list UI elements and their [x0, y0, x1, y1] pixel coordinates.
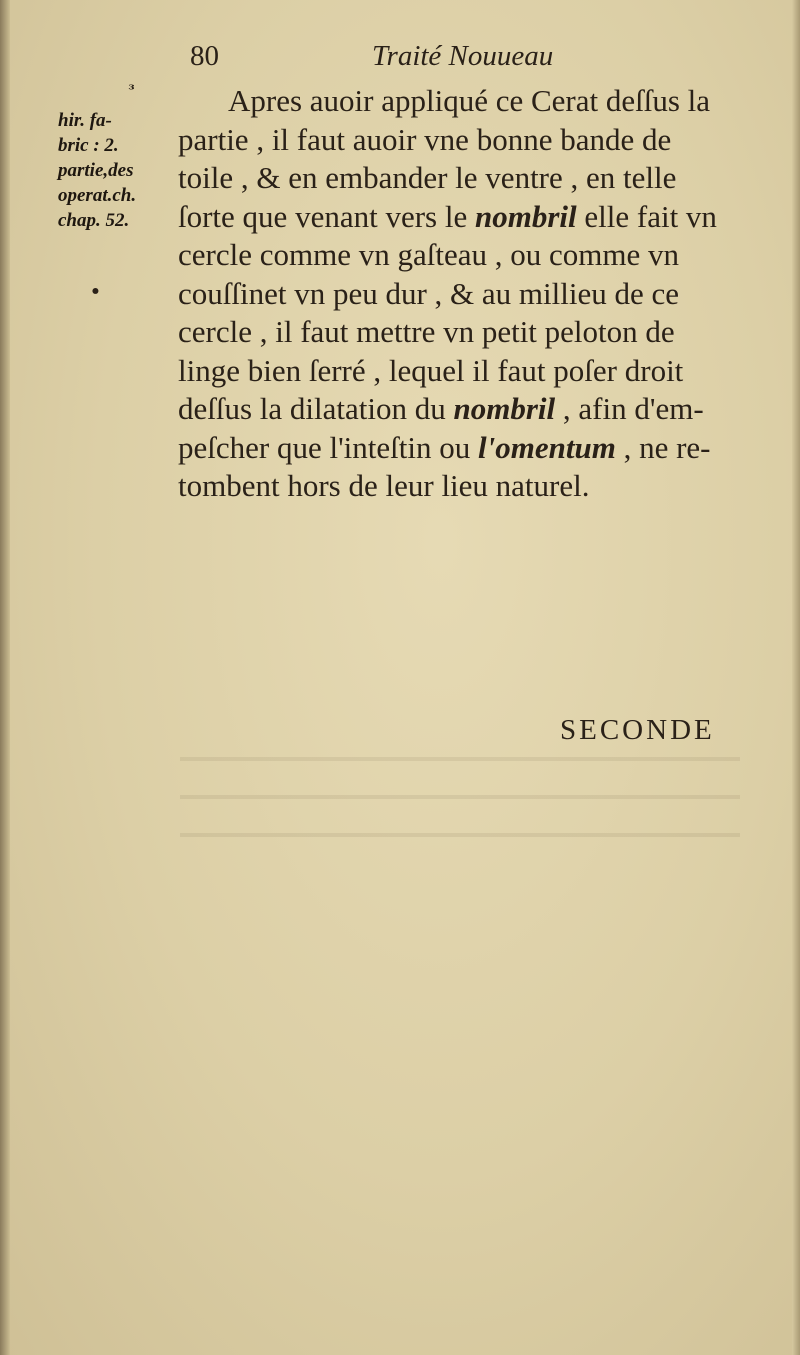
page-number: 80 — [190, 40, 219, 72]
margin-note-line: hir. fa- — [58, 110, 112, 131]
body-line: cercle , il faut mettre vn petit peloton de — [178, 314, 675, 349]
body-paragraph — [178, 82, 788, 506]
body-line: deſſus la dilatation du nombril , afin d'em- — [178, 391, 704, 426]
body-line: couſſinet vn peu dur , & au millieu de ce — [178, 275, 680, 311]
running-head — [190, 40, 620, 80]
margin-note-line: partie,des — [58, 160, 134, 181]
margin-note-line: operat.ch. — [58, 185, 137, 206]
page-edge-right — [792, 0, 800, 1355]
show-through-texture — [180, 735, 740, 845]
body-line: linge bien ſerré , lequel il faut poſer droit — [178, 352, 684, 388]
body-line: partie , il faut auoir vne bonne bande de — [178, 121, 672, 157]
body-line: tombent hors de leur lieu naturel. — [178, 468, 590, 503]
body-line: peſcher que l'inteſtin ou l'omentum , ne re- — [178, 429, 711, 465]
catchword: SECONDE — [560, 714, 715, 746]
margin-note-marker: ᶟ — [128, 80, 135, 100]
body-line: cercle comme vn gaſteau , ou comme vn — [178, 237, 679, 272]
body-line: ſorte que venant vers le nombril elle fait vn — [178, 198, 717, 234]
margin-note-line: chap. 52. — [58, 210, 130, 231]
body-line: Apres auoir appliqué ce Cerat deſſus la — [228, 83, 711, 118]
running-title: Traité Nouueau — [372, 40, 554, 72]
margin-bullet: • — [90, 282, 101, 302]
page-edge-left — [0, 0, 10, 1355]
body-line: toile , & en embander le ventre , en telle — [178, 160, 677, 195]
margin-note — [58, 108, 188, 233]
margin-note-line: bric : 2. — [58, 135, 119, 156]
